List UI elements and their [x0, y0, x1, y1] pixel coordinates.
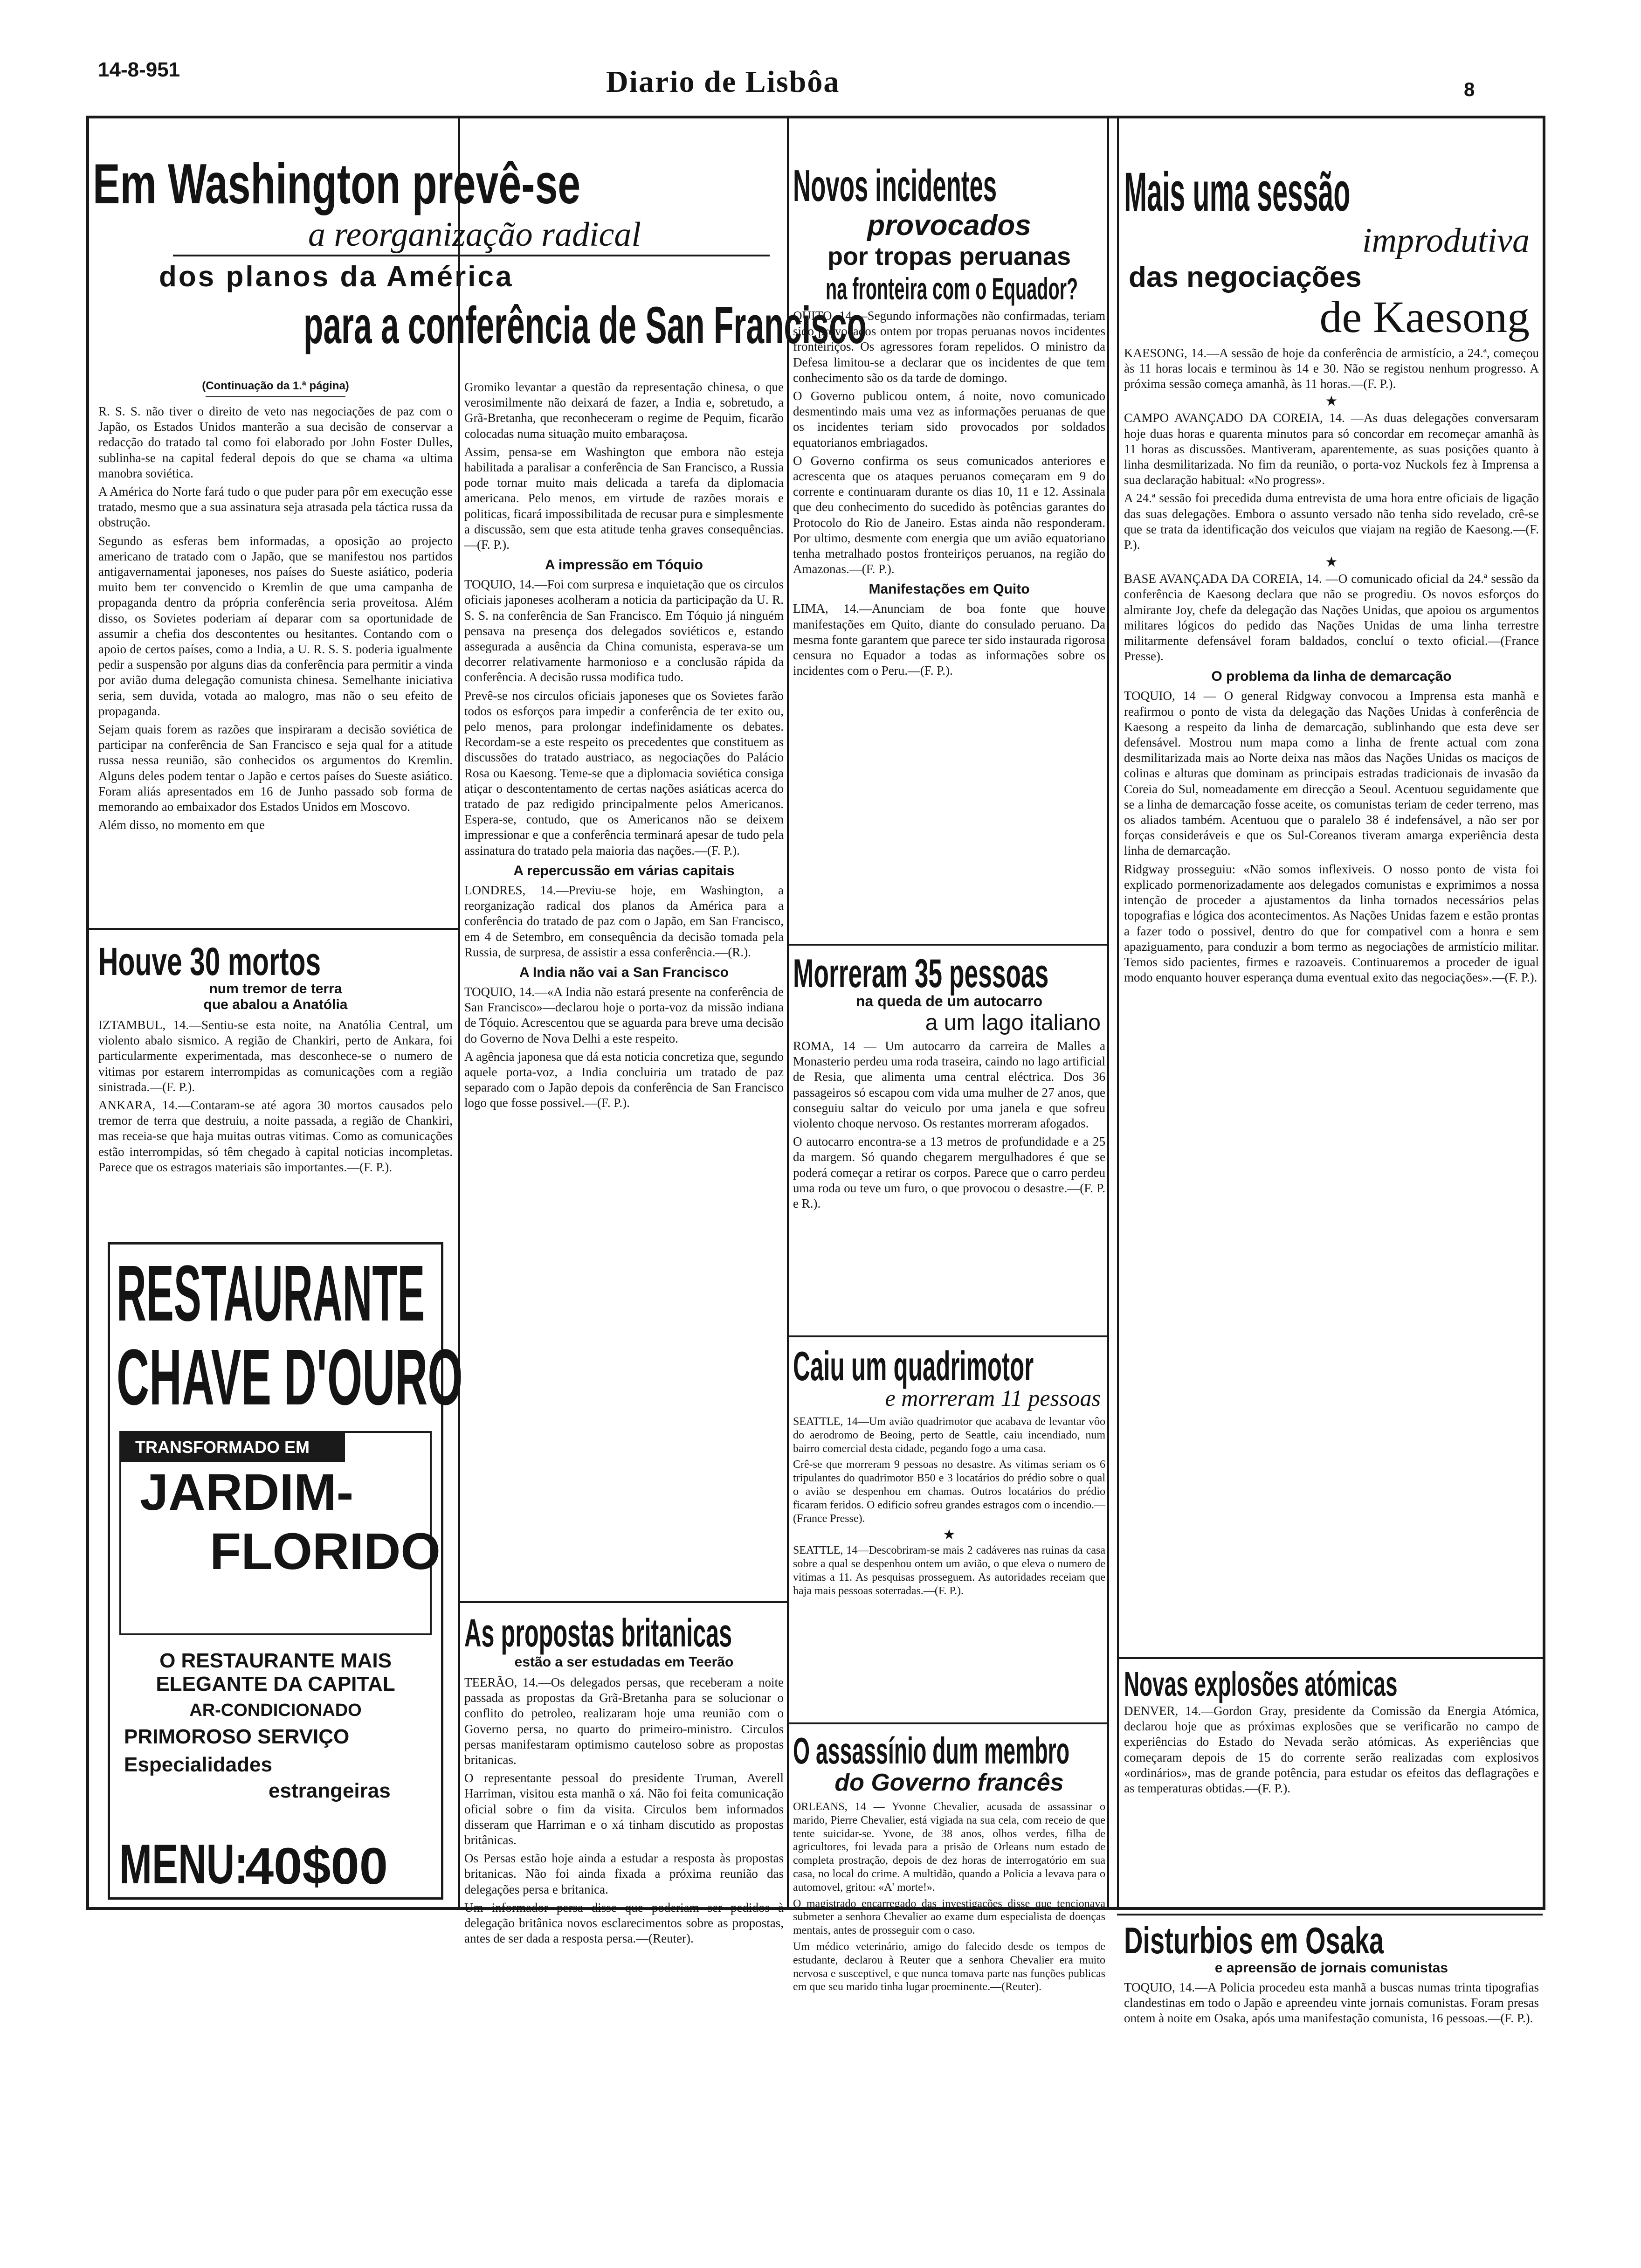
- section-rule: [1117, 1657, 1543, 1659]
- star-separator: ★: [943, 1527, 956, 1543]
- paragraph: O Governo confirma os seus comunicados anteriores e acrescenta que os ataques peruanos começaram em 9 do corrente e continuaram durante os dias 10, 11 e 12. Assinala que deu conhecimento do sucedido às potências garantes do Protocolo do Rio de Janeiro. Estas ainda não responderam. Por ultimo, desmente com energia que um avião equatoriano tenha metralhado postos fronteiriços peruanos, na região do Amazonas.—(F. P.).: [793, 453, 1105, 576]
- subhead: estão a ser estudadas em Teerão: [514, 1654, 734, 1670]
- paragraph: Ridgway prosseguiu: «Não somos inflexiveis. O nosso ponto de vista foi explicado pormenorizadamente aos delegados comunistas e exprimimos a nossa intenção de proceder a ajustamentos da linha tornados necessários pelas topografias e lógica dos acontecimentos. As Nações Unidas fazem e estão prontas a fazer todo o possivel, dentro do que for compativel com a honra e sem apaziguamento, para conduzir a bom termo as negociações de armistício militar. Temos sido pacientes, firmes e razoaveis. Continuaremos a proceder de igual modo enquanto houver esperança duma eventual exito das negociações».—(F. P.).: [1124, 862, 1539, 985]
- paragraph: Além disso, no momento em que: [98, 818, 265, 832]
- headline-provocados: provocados: [867, 209, 1031, 242]
- paragraph: IZTAMBUL, 14.—Sentiu-se esta noite, na Anatólia Central, um violento abalo sismico. A região de Chankiri, perto de Ankara, foi particularmente experimentada, mas desconhece-se o numero de vitimas por estarem interrompidas as comunicações com a região sinistrada.—(F. P.).: [98, 1018, 453, 1094]
- subhead: que abalou a Anatólia: [203, 997, 348, 1012]
- article-plane: [793, 1342, 1105, 1601]
- headline-america: dos planos da América: [159, 261, 514, 293]
- headline-negociacoes: das negociações: [1129, 261, 1362, 293]
- headline-osaka: Disturbios em Osaka: [1124, 1920, 1384, 1961]
- ad-price: 40$00: [245, 1838, 388, 1895]
- subhead: e morreram 11 pessoas: [885, 1385, 1101, 1411]
- column-4: [1124, 160, 1539, 988]
- newspaper-title: Diario de Lisbôa: [606, 65, 840, 99]
- paragraph: A agência japonesa que dá esta noticia concretiza que, segundo aquele porta-voz, a India concluiria um tratado de paz separado com o Japão depois da conferência de San Francisco logo que fosse possivel.—(F. P.).: [464, 1049, 784, 1110]
- article-bus: [793, 951, 1105, 1214]
- headline-equador: na fronteira com o Equador?: [826, 271, 1078, 306]
- paragraph: O autocarro encontra-se a 13 metros de profundidade e a 25 da margem. Só quando chegarem mergulhadores é que se poderá começar a retirar os corpos. Parece que o carro perdeu uma roda ou teve um furo, o que provocou o desastre.—(F. P. e R.).: [793, 1134, 1105, 1211]
- article-osaka: [1124, 1919, 1539, 2029]
- paragraph: R. S. S. não tiver o direito de veto nas negociações de paz com o Japão, os Estados Unidos manterão a sua decisão de conservar a redacção do tratado tal como foi elaborado por John Foster Dulles, sublinha-se na capital federal depois do que se chama «a ultima manobra soviética.: [98, 404, 453, 480]
- headline-de-kaesong: de Kaesong: [1319, 292, 1530, 342]
- headline-kaesong: Mais uma sessão: [1124, 161, 1351, 223]
- paragraph: SEATTLE, 14—Descobriram-se mais 2 cadáveres nas ruinas da casa sobre a qual se despenhou ontem um avião, o que eleva o numero de vitimas a 11. As pesquisas prosseguem. As autoridades receiam que haja mais pessoas soterradas.—(F. P.).: [793, 1544, 1105, 1597]
- headline-persia: As propostas britanicas: [464, 1611, 732, 1655]
- headline-subtitle: a reorganização radical: [308, 215, 641, 254]
- paragraph: ANKARA, 14.—Contaram-se até agora 30 mortos causados pelo tremor de terra que destruiu, a noite passada, a região de Chankiri, mas receia-se que haja muitas outras vitimas. Como as comunicações estão interrompidas, só têm chegado à capital noticias incompletas. Parece que os estragos materiais são importantes.—(F. P.).: [98, 1098, 453, 1174]
- article-murder: [793, 1729, 1105, 1997]
- paragraph: CAMPO AVANÇADO DA COREIA, 14. —As duas delegações conversaram hoje duas horas e quarenta minutos para só concordar em recomeçar amanhã às 11 horas as discussões. Mantiveram, aparentemente, as suas posições quanto à linha desmilitarizada. No fim da reunião, o porta-voz Nuckols fez à Imprensa a sua declaração habitual: «No progress».: [1124, 411, 1539, 487]
- page-frame: [86, 116, 1545, 2026]
- headline-plane: Caiu um quadrimotor: [793, 1343, 1034, 1389]
- paragraph: A América do Norte fará tudo o que puder para pôr em execução esse tratado, mesmo que a sua assinatura seja atrasada pela táctica russa da obstrução.: [98, 484, 453, 530]
- ad-line: estrangeiras: [269, 1779, 391, 1802]
- page-number: 8: [1464, 78, 1475, 100]
- star-separator: ★: [1325, 554, 1338, 570]
- paragraph: Gromiko levantar a questão da representação chinesa, o que verosimilmente não deixará de fazer, a India e, sobretudo, a Grã-Bretanha, que reconheceram o regime de Pequim, ficarão colocadas numa situação muito embaraçosa.: [464, 380, 784, 441]
- ad-banner: TRANSFORMADO EM: [121, 1433, 345, 1462]
- section-rule: [1117, 1914, 1543, 1915]
- subhead: Manifestações em Quito: [869, 581, 1030, 597]
- paragraph: Um informador persa disse que poderiam ser pedidos à delegação britânica novos esclarecimentos sobre as propostas, antes de ser dada a resposta persa.—(Reuter).: [464, 1900, 784, 1946]
- paragraph: Segundo as esferas bem informadas, a oposição ao projecto americano de tratado com o Japão, que se manifestou nos partidos antigavernamentai japoneses, nos países do Sueste asiático, poderia muito bem ter convencido o Kremlin de que uma campanha de propaganda dentro da própria conferência seria proveitosa. Além disso, os Sovietes poderiam aí deparar com sa oportunidade de assumir a chefia dos descontentes ou hesitantes. Contando com o apoio de certos países, como a India, a U. R. S. S. poderia igualmente pedir a suspensão por alguns dias da conferência para permitir a vinda por avião duma delegação comunista chinesa. Semelhante iniciativa seria, sem duvida, votada ao malogro, mas não o seu efeito de propaganda.: [98, 533, 453, 718]
- section-rule: [89, 928, 458, 930]
- ad-menu: MENU:: [119, 1833, 248, 1895]
- section-rule: [458, 1601, 787, 1603]
- headline-incidents: Novos incidentes: [793, 161, 997, 211]
- issue-date: 14-8-951: [98, 58, 180, 81]
- subhead: A India não vai a San Francisco: [519, 964, 729, 980]
- column-rule: [1117, 118, 1119, 1907]
- headline-conference: para a conferência de San Francisco: [303, 296, 867, 354]
- column-2: [464, 380, 784, 1114]
- subhead: do Governo francês: [834, 1769, 1064, 1796]
- paragraph: Assim, pensa-se em Washington que embora não esteja habilitada a paralisar a conferência de San Francisco, a Russia pode tornar muito mais delicada a tarefa da diplomacia americana. Pelo menos, em virtude de razões morais e politicas, ficará impossibilitada de recusar pura e simplesmente a discussão, sem que esta atitude tenha graves consequências.—(F. P.).: [464, 444, 784, 552]
- subhead: O problema da linha de demarcação: [1211, 669, 1452, 685]
- column-rule: [1107, 118, 1109, 1907]
- paragraph: ROMA, 14 — Um autocarro da carreira de Malles a Monasterio perdeu uma roda traseira, caindo no lago artificial de Resia, que alimenta uma central eléctrica. Dos 36 passageiros só escapou com vida uma mulher de 27 anos, que conseguiu saltar do veiculo por uma janela e que sofreu violento choque nervoso. Os restantes morreram afogados.: [793, 1039, 1105, 1131]
- section-rule: [787, 1722, 1107, 1724]
- ad-restaurante: RESTAURANTE: [117, 1249, 425, 1338]
- paragraph: A 24.ª sessão foi precedida duma entrevista de uma hora entre oficiais de ligação das suas delegações. Embora o assunto versado não tenha sido revelado, crê-se que se trata da identificação dos veiculos que viajam na região de Kaesong.—(F. P.).: [1124, 491, 1539, 552]
- paragraph: QUITO, 14.—Segundo informações não confirmadas, teriam sido provocados ontem por tropas peruanas novos incidentes fronteiriços. Os agressores foram repelidos. O ministro da Defesa limitou-se a declarar que os incidentes de que tem conhecimento são os da tarde de domingo.: [793, 309, 1105, 385]
- subhead: num tremor de terra: [209, 981, 342, 996]
- paragraph: O representante pessoal do presidente Truman, Averell Harriman, visitou esta manhã o xá. Não foi feita comunicação oficial sobre o fim da visita. Circulos bem informados disseram que Harriman e o xá tinham discutido as propostas britânicas.: [464, 1771, 784, 1847]
- paragraph: TOQUIO, 14 — O general Ridgway convocou a Imprensa esta manhã e reafirmou o ponto de vista da delegação das Nações Unidas à conferência de Kaesong a respeito da linha de demarcação, sublinhando que esta deve ser defensável. Mostrou num mapa como a linha de frente actual com zona desmilitarizada mais ao Norte deixa nas mãos das Nações Unidas os maciços de colinas e alturas que dominam as principais estradas tradicionais de invasão da Coreia do Sul, nomeadamente em direcção a Seoul. Acentuou seguidamente que se a linha de demarcação fosse aceite, os comunistas teriam de ceder terreno, mas os aliados também. Acentuou que o paralelo 38 é indefensável, a não ser por forças consideráveis e que os Sul-Coreanos tiveram amarga experiência desta linha de demarcação.: [1124, 689, 1539, 858]
- lead-article: [89, 147, 867, 354]
- paragraph: ORLEANS, 14 — Yvonne Chevalier, acusada de assassinar o marido, Pierre Chevalier, está vigiada na sua cela, com receio de que tente suicidar-se. Yvone, de 38 anos, olhos verdes, filha de agricultores, foi levada para a prisão de Orleans num estado de completa prostração, depois de dez horas de interrogatório em sua casa, no local do crime. A multidão, quando a Policia a levava para o automovel, gritou: «A' morte!».: [793, 1801, 1105, 1894]
- paragraph: O Governo publicou ontem, á noite, novo comunicado desmentindo mais uma vez as informações peruanas de que os incidentes teriam sido provocados por soldados equatorianos embriagados.: [793, 389, 1105, 449]
- paragraph: TEERÃO, 14.—Os delegados persas, que receberam a noite passada as propostas da Grã-Bretanha para se solucionar o conflito do petroleo, realizaram hoje uma reunião com o Governo persa, no quarto do primeiro-ministro. Circulos persas manifestaram optimismo cauteloso sobre as propostas britanicas.: [464, 1675, 784, 1767]
- paragraph: Crê-se que morreram 9 pessoas no desastre. As vitimas seriam os 6 tripulantes do quadrimotor B50 e 3 locatários do prédio sobre o qual o avião se despenhou em chamas. Outros locatários do prédio ficaram feridos. O edificio sofreu grandes estragos com o incendio.—(France Presse).: [793, 1459, 1105, 1525]
- paragraph: Os Persas estão hoje ainda a estudar a resposta às propostas britanicas. Não foi ainda fixada a próxima reunião das delegações persa e britanica.: [464, 1851, 784, 1896]
- paragraph: O magistrado encarregado das investigações disse que tencionava submeter a senhora Chevalier ao exame dum especialista de doenças mentais, antes de prosseguir com o caso.: [793, 1897, 1105, 1937]
- paragraph: TOQUIO, 14.—«A India não estará presente na conferência de San Francisco»—declarou hoje o porta-voz da missão indiana de Tóquio. Acrescentou que se aguarda para breve uma decisão do Governo de Nova Delhi a este respeito.: [464, 984, 784, 1045]
- ad-line: ELEGANTE DA CAPITAL: [156, 1673, 395, 1695]
- subhead: A repercussão em várias capitais: [513, 863, 735, 878]
- column-rule: [787, 118, 789, 1907]
- headline-murder: O assassínio dum membro: [793, 1730, 1070, 1771]
- headline-earthquake: Houve 30 mortos: [98, 940, 321, 983]
- subhead: e apreensão de jornais comunistas: [1214, 1960, 1448, 1976]
- ad-line: O RESTAURANTE MAIS: [159, 1649, 392, 1672]
- paragraph: Um médico veterinário, amigo do falecido desde os tempos de estudante, declarou à Reuter que a senhora Chevalier era muito nervosa e susceptivel, e que nunca tomava parte nas funções publicas em que seu marido tinha lugar proeminente.—(Reuter).: [793, 1940, 1105, 1993]
- paragraph: TOQUIO, 14.—A Policia procedeu esta manhã a buscas numas trinta tipografias clandestinas em todo o Japão e apreendeu vinte jornais comunistas. Foram presas ontem à noite em Osaka, após uma manifestação comunista, 16 pessoas.—(F. P.).: [1124, 1980, 1539, 2026]
- paragraph: LIMA, 14.—Anunciam de boa fonte que houve manifestações em Quito, diante do consulado peruano. Da mesma fonte garantem que parece ter sido instaurada rigorosa censura no Equador a todas as informações sobre os incidentes com o Peru.—(F. P.).: [793, 602, 1105, 678]
- headline-bus: Morreram 35 pessoas: [793, 951, 1049, 996]
- column-3: [793, 160, 1105, 681]
- column-rule: [458, 118, 460, 1907]
- paragraph: LONDRES, 14.—Previu-se hoje, em Washington, a reorganização radical dos planos da América para a conferência do tratado de paz com o Japão, em San Francisco, em 4 de Setembro, em consequência da decisão tomada pela Russia, de surpresa, de assistir a essa conferência.—(R.).: [464, 883, 784, 959]
- star-separator: ★: [1325, 394, 1338, 409]
- section-rule: [787, 944, 1107, 946]
- section-rule: [787, 1335, 1107, 1337]
- article-earthquake: [98, 939, 453, 1178]
- restaurant-advertisement: [108, 1242, 463, 1900]
- ad-jardim: JARDIM-: [140, 1464, 354, 1521]
- subhead: na queda de um autocarro: [855, 993, 1043, 1010]
- ad-chave-douro: CHAVE D'OURO: [117, 1333, 463, 1422]
- subhead: a um lago italiano: [925, 1010, 1101, 1035]
- headline-peruanas: por tropas peruanas: [827, 242, 1071, 270]
- ad-line: PRIMOROSO SERVIÇO: [124, 1725, 350, 1748]
- headline-improdutiva: improdutiva: [1362, 221, 1530, 260]
- paragraph: TOQUIO, 14.—Foi com surpresa e inquietação que os circulos oficiais japoneses acolheram a noticia da participação da U. R. S. S. na conferência de San Francisco. Em Tóquio já ninguém pensava na presença dos delegados soviéticos e, estando assegurada a ausência da China comunista, esperava-se um decorrer relativamente harmonioso e a conclusão rápida da conferência. A decisão russa modifica tudo.: [464, 577, 784, 685]
- ad-line: Especialidades: [124, 1753, 272, 1776]
- lead-article-body: [98, 380, 453, 836]
- continuation-note: (Continuação da 1.ª página): [202, 380, 349, 392]
- article-atomic: [1124, 1664, 1539, 1799]
- subhead: A impressão em Tóquio: [545, 557, 703, 573]
- headline-washington: Em Washington prevê-se: [93, 152, 581, 215]
- ad-florido: FLORIDO: [210, 1523, 441, 1580]
- ad-line: AR-CONDICIONADO: [189, 1701, 362, 1720]
- paragraph: DENVER, 14.—Gordon Gray, presidente da Comissão da Energia Atómica, declarou hoje que as próximas explosões que se verificarão no campo de experiências do Estado do Nevada serão atómicas. As experiências que começaram depois de 15 do corrente serão realizadas com explosivos «ordinários», mas de grande potência, para estudar os efeitos das deflagrações e as temperaturas obtidas.—(F. P.).: [1124, 1704, 1539, 1796]
- paragraph: BASE AVANÇADA DA COREIA, 14. —O comunicado oficial da 24.ª sessão da conferência de Kaesong declara que não se progrediu. Os novos esforços do almirante Joy, chefe da delegação das Nações Unidas, que apoiou os argumentos militares lógicos do pedido das Nações Unidas de uma linha terrestre militarmente defensável foram baldados, concluí o texto oficial.—(France Presse).: [1124, 572, 1539, 664]
- article-persia: [464, 1611, 784, 1949]
- paragraph: Prevê-se nos circulos oficiais japoneses que os Sovietes farão todos os esforços para impedir a conferência de ter exito ou, pelo menos, para prolongar indefinidamente os debates. Recordam-se a este respeito os precedentes que constituem as discussões do tratado austriaco, as negociações do Palácio Rosa ou Kaesong. Teme-se que a diplomacia soviética consiga atiçar o descontentamento de certas nações asiáticas acerca do tratado de paz redigido principalmente pelos Americanos. Espera-se, contudo, que os Americanos não se deixem impressionar e que a conferência terminará apesar de tudo pela assinatura do tratado pela maioria das nações.—(F. P.).: [464, 688, 784, 857]
- paragraph: SEATTLE, 14—Um avião quadrimotor que acabava de levantar vôo do aerodromo de Beoing, perto de Seattle, caiu incendiado, num bairro comercial desta cidade, pegando fogo a uma casa.: [793, 1416, 1105, 1455]
- paragraph: KAESONG, 14.—A sessão de hoje da conferência de armistício, a 24.ª, começou às 11 horas locais e terminou às 14 e 30. Não se registou nenhum progresso. A próxima sessão começa amanhã, às 11 horas.—(F. P.).: [1124, 346, 1539, 391]
- paragraph: Sejam quais forem as razões que inspiraram a decisão soviética de participar na conferência de San Francisco e seja qual for a atitude russa nessa reunião, são conhecidos os argumentos do Kremlin. Alguns deles podem tentar o Japão e certos países do Sueste asiático. Foram aliás apresentados em 16 de Junho passado sob forma de memorando ao embaixador dos Estados Unidos em Moscovo.: [98, 722, 453, 814]
- headline-atomic: Novas explosões atómicas: [1124, 1665, 1398, 1703]
